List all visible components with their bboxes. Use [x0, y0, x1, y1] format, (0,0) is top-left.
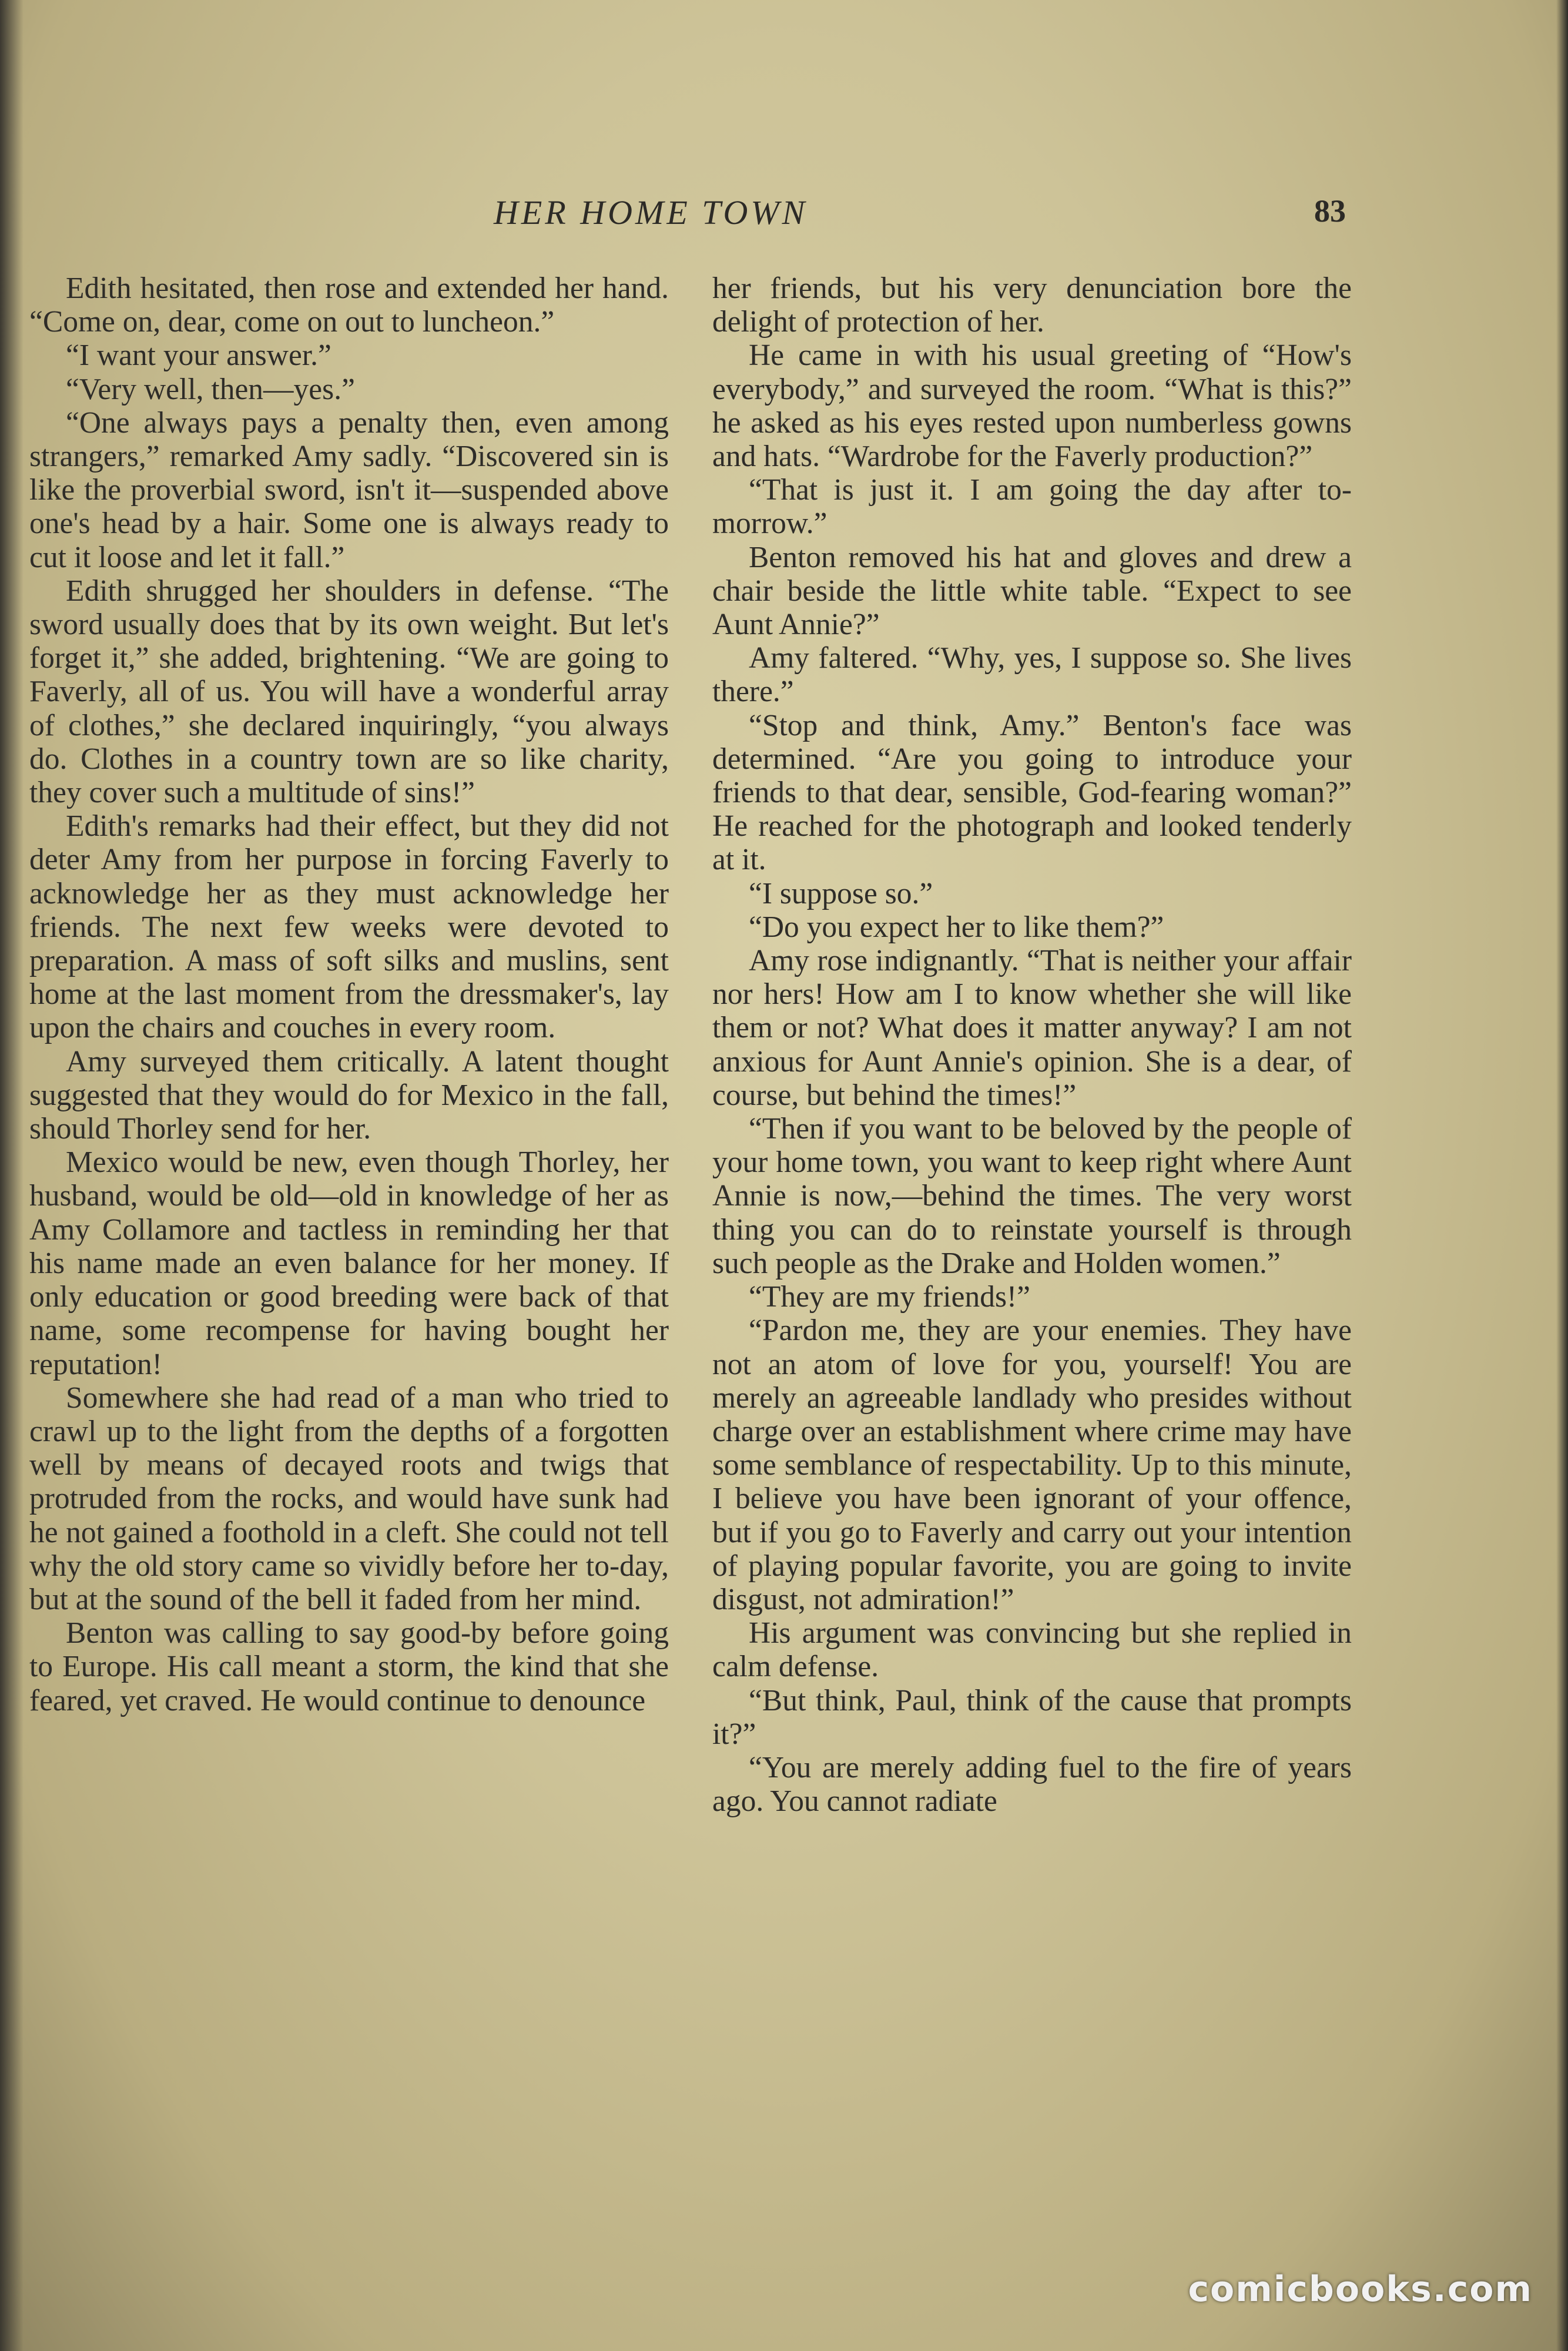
page-header [0, 193, 1568, 240]
paragraph: Amy surveyed them critically. A latent thought suggested that they would do for Mexico in the fall, should Thorley send for her. [29, 1044, 669, 1146]
paragraph: Somewhere she had read of a man who tried to crawl up to the light from the depths of a forgotten well by means of decayed roots and twigs that protruded from the rocks, and would have sunk had he not gained a foothold in a cleft. She could not tell why the old story came so vividly before her to-day, but at the sound of the bell it faded from her mind. [29, 1381, 669, 1616]
paragraph: Edith shrugged her shoulders in defense. “The sword usually does that by its own weight. But let's forget it,” she added, brightening. “We are going to Faverly, all of us. You will have a wonderful array of clothes,” she declared inquiringly, “you always do. Clothes in a country town are so like charity, they cover such a multitude of sins!” [29, 574, 669, 810]
page-number: 83 [1314, 193, 1346, 229]
paragraph: “You are merely adding fuel to the fire of years ago. You cannot radiate [712, 1750, 1352, 1818]
watermark: comicbooks.com [1188, 2269, 1533, 2310]
page-left-edge-shadow [0, 0, 24, 2351]
page-right-edge-shadow [1556, 0, 1568, 2351]
paragraph: Benton was calling to say good-by before going to Europe. His call meant a storm, the kind that she feared, yet craved. He would continue to denounce [29, 1616, 669, 1717]
paragraph: Edith's remarks had their effect, but they did not deter Amy from her purpose in forcing Faverly to acknowledge her as they must acknowledge her friends. The next few weeks were devoted to preparation. A mass of soft silks and muslins, sent home at the last moment from the dressmaker's, lay upon the chairs and couches in every room. [29, 809, 669, 1045]
paragraph: “Very well, then—yes.” [66, 372, 355, 406]
paragraph: Edith hesitated, then rose and extended her hand. “Come on, dear, come on out to luncheon.” [29, 272, 669, 339]
paragraph: He came in with his usual greeting of “How's everybody,” and surveyed the room. “What is this?” he asked as his eyes rested upon numberless gowns and hats. “Wardrobe for the Faverly production?” [712, 339, 1352, 474]
paragraph: “That is just it. I am going the day after to-morrow.” [712, 473, 1352, 541]
left-column [29, 272, 669, 1717]
paragraph: “I want your answer.” [66, 339, 331, 373]
running-title: HER HOME TOWN [494, 193, 808, 232]
paragraph: “I suppose so.” [749, 876, 933, 910]
paragraph: “They are my friends!” [749, 1280, 1030, 1314]
paragraph: His argument was convincing but she replied in calm defense. [712, 1616, 1352, 1684]
paragraph: “Do you expect her to like them?” [749, 910, 1164, 944]
paragraph-continued: her friends, but his very denunciation bore the delight of protection of her. [712, 272, 1352, 339]
paragraph: Amy rose indignantly. “That is neither your affair nor hers! How am I to know whether she will like them or not? What does it matter anyway? I am not anxious for Aunt Annie's opinion. She is a dear, of course, but behind the times!” [712, 944, 1352, 1112]
paragraph: “Then if you want to be beloved by the people of your home town, you want to keep right where Aunt Annie is now,—behind the times. The very worst thing you can do to reinstate yourself is through such people as the Drake and Holden women.” [712, 1112, 1352, 1280]
paragraph: “Stop and think, Amy.” Benton's face was determined. “Are you going to introduce your friends to that dear, sensible, God-fearing woman?” He reached for the photograph and looked tenderly at it. [712, 708, 1352, 877]
paragraph: Benton removed his hat and gloves and drew a chair beside the little white table. “Expect to see Aunt Annie?” [712, 540, 1352, 642]
right-column [712, 272, 1352, 1818]
paragraph: Mexico would be new, even though Thorley, her husband, would be old—old in knowledge of her as Amy Collamore and tactless in reminding her that his name made an even balance for her money. If only education or good breeding were back of that name, some recompense for having bought her reputation! [29, 1146, 669, 1381]
paragraph: Amy faltered. “Why, yes, I suppose so. She lives there.” [712, 641, 1352, 709]
paragraph: “One always pays a penalty then, even among strangers,” remarked Amy sadly. “Discovered sin is like the proverbial sword, isn't it—suspended above one's head by a hair. Some one is always ready to cut it loose and let it fall.” [29, 406, 669, 574]
paragraph: “But think, Paul, think of the cause that prompts it?” [712, 1683, 1352, 1751]
paragraph: “Pardon me, they are your enemies. They have not an atom of love for you, yourself! You are merely an agreeable landlady who presides without charge over an establishment where crime may have some semblance of respectability. Up to this minute, I believe you have been ignorant of your offence, but if you go to Faverly and carry out your intention of playing popular favorite, you are going to invite disgust, not admiration!” [712, 1314, 1352, 1616]
